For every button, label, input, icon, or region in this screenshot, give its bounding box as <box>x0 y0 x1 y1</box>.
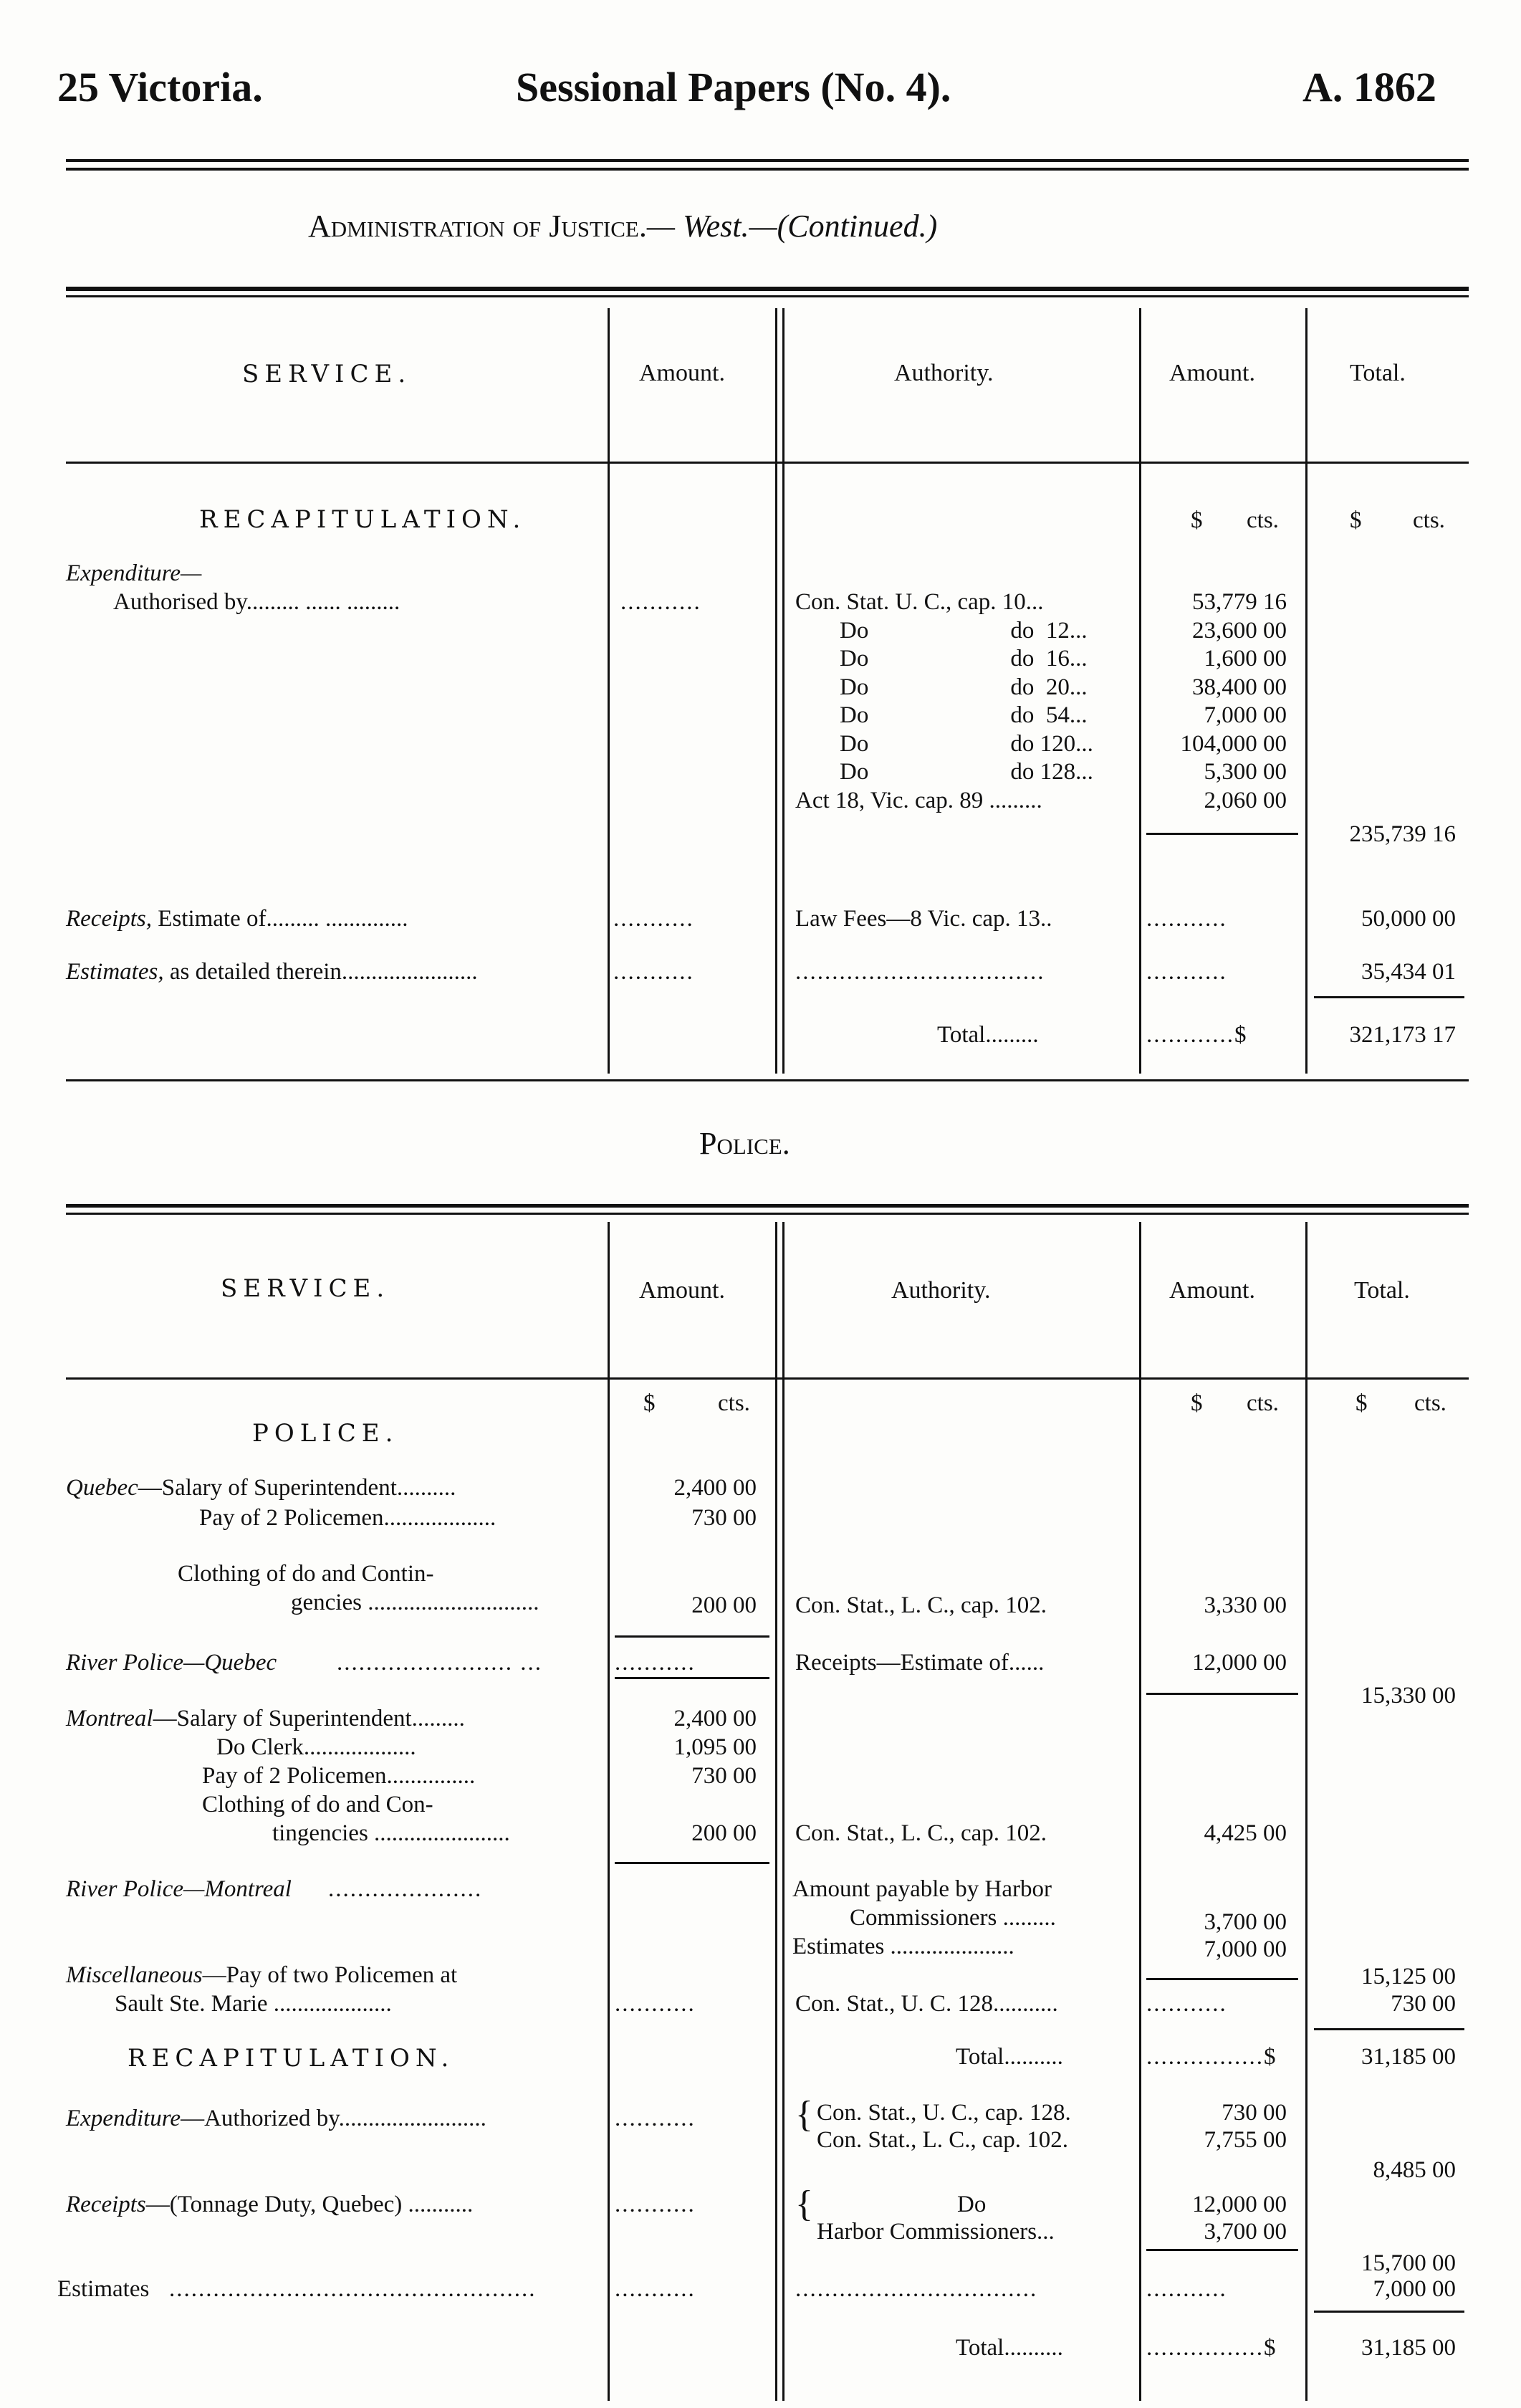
montreal-salary-text: —Salary of Superintendent......... <box>153 1706 465 1731</box>
page-header-center: Sessional Papers (No. 4). <box>516 64 951 110</box>
row-rule <box>1146 2249 1298 2251</box>
authorised-by-text: Authorised by......... ...... ......... <box>113 589 400 615</box>
receipts-row <box>66 906 408 932</box>
grand-total-rule <box>1314 996 1464 998</box>
misc-row <box>66 1962 457 1989</box>
authority-row-amount: 38,400 00 <box>1192 674 1287 700</box>
section2-col-authority: Authority. <box>891 1277 991 1304</box>
quebec-label: Quebec <box>66 1475 138 1501</box>
river-police-montreal-authority-1: Amount payable by Harbor <box>792 1876 1052 1902</box>
police-final-total: 31,185 00 <box>1361 2335 1456 2361</box>
montreal-clothing-text-2: tingencies ....................... <box>272 1820 510 1846</box>
authority-row-amount: 2,060 00 <box>1204 788 1287 813</box>
montreal-clothing-text: Clothing of do and Con- <box>202 1792 433 1817</box>
river-police-montreal-label: River Police—Montreal <box>66 1876 292 1902</box>
row-rule <box>1146 1693 1298 1695</box>
police-final-total-dots: ................$ <box>1146 2335 1277 2361</box>
section2-header-rule <box>66 1377 1469 1380</box>
amount-dots: ........... <box>615 2276 696 2302</box>
header-rule <box>66 159 1469 162</box>
section1-col-amount: Amount. <box>639 360 725 386</box>
section1-col-total: Total. <box>1350 360 1406 386</box>
section1-col-divider <box>775 308 777 1074</box>
police-expenditure-label: Expenditure <box>66 2106 181 2131</box>
section1-title <box>308 208 937 244</box>
police-expenditure-authority-2: Con. Stat., L. C., cap. 102. <box>817 2127 1069 2153</box>
montreal-authority: Con. Stat., L. C., cap. 102. <box>795 1820 1047 1846</box>
police-final-total-label: Total.......... <box>956 2335 1063 2361</box>
section1-title-continued: — West.—(Continued.) <box>646 209 938 244</box>
authority-row-label: Do do 120... <box>840 731 1093 757</box>
police-expenditure-total: 8,485 00 <box>1373 2157 1456 2183</box>
amount-dots: ........... <box>1146 959 1227 985</box>
river-police-quebec-authority: Receipts—Estimate of...... <box>795 1650 1045 1676</box>
cents-unit: cts. <box>718 1390 750 1416</box>
authority-row-amount: 5,300 00 <box>1204 759 1287 785</box>
section1-bottom-rule <box>66 1079 1469 1081</box>
amount-dots: ........... <box>615 1650 696 1676</box>
misc-label: Miscellaneous <box>66 1962 203 1988</box>
quebec-clothing-text-2: gencies ............................. <box>291 1590 539 1615</box>
amount-dots: ........... <box>615 2106 696 2131</box>
section1-col-divider <box>782 308 785 1074</box>
cents-unit: cts. <box>1413 507 1445 533</box>
police-expenditure-authority-1: Con. Stat., U. C., cap. 128. <box>817 2100 1071 2126</box>
section1-col-amount2: Amount. <box>1169 360 1255 386</box>
row-rule <box>615 1635 769 1638</box>
police-receipts-authority-1: Do <box>957 2192 987 2217</box>
amount-dots: ........... <box>1146 2276 1227 2302</box>
police-expenditure-row <box>66 2106 486 2132</box>
police-receipts-text: —(Tonnage Duty, Quebec) ........... <box>145 2192 474 2217</box>
section2-col-service: SERVICE. <box>221 1274 390 1303</box>
section2-col-amount2: Amount. <box>1169 1277 1255 1304</box>
authority-row-label: Con. Stat. U. C., cap. 10... <box>795 589 1044 615</box>
authority-row-label: Act 18, Vic. cap. 89 ......... <box>795 788 1042 813</box>
authority-row-label: Do do 12... <box>840 618 1088 644</box>
police-receipts-row <box>66 2192 473 2218</box>
quebec-total: 15,330 00 <box>1361 1683 1456 1709</box>
dollar-unit: $ <box>1350 507 1362 533</box>
police-receipts-authority-2: Harbor Commissioners... <box>817 2219 1055 2245</box>
harbor-commissioners-amount: 3,700 00 <box>1204 1909 1287 1935</box>
receipts-text: Estimate of......... .............. <box>152 906 408 932</box>
dollar-unit: $ <box>1191 1390 1203 1416</box>
misc-total: 730 00 <box>1391 1991 1456 2017</box>
river-police-montreal-authority-2: Commissioners ......... <box>850 1905 1056 1931</box>
amount-dots: ........... <box>615 2192 696 2217</box>
authority-row-amount: 1,600 00 <box>1204 646 1287 672</box>
brace: { <box>795 2094 813 2135</box>
cents-unit: cts. <box>1414 1390 1446 1416</box>
estimates-row <box>66 959 478 985</box>
amount-dots: ........... <box>615 1991 696 2017</box>
amount-dots: ........... <box>613 906 694 932</box>
authority-dots: .................................. <box>795 959 1045 985</box>
quebec-clothing-amount: 200 00 <box>691 1592 757 1618</box>
dollar-unit: $ <box>1191 507 1203 533</box>
authority-row-label: Do do 16... <box>840 646 1088 672</box>
authority-dots: ................................. <box>795 2276 1038 2302</box>
montreal-salary-amount: 2,400 00 <box>673 1706 757 1731</box>
quebec-authority: Con. Stat., L. C., cap. 102. <box>795 1592 1047 1618</box>
authority-row-amount: 104,000 00 <box>1180 731 1287 757</box>
amount-dots: ........... <box>613 959 694 985</box>
misc-authority: Con. Stat., U. C. 128........... <box>795 1991 1058 2017</box>
authority-row-label: Do do 20... <box>840 674 1088 700</box>
section2-top-rule <box>66 1204 1469 1208</box>
cents-unit: cts. <box>1247 1390 1279 1416</box>
page-header-right: A. 1862 <box>1302 64 1436 110</box>
estimates-total: 35,434 01 <box>1361 959 1456 985</box>
section2-col-amount: Amount. <box>639 1277 725 1304</box>
section1-col-service: SERVICE. <box>242 360 412 388</box>
authority-row-amount: 23,600 00 <box>1192 618 1287 644</box>
subtotal-rule <box>1146 833 1298 835</box>
amount-dots: ........... <box>1146 1991 1227 2017</box>
section1-top-rule-2 <box>66 295 1469 297</box>
section1-col-divider <box>608 308 610 1074</box>
estimates-label: Estimates, <box>66 959 164 985</box>
row-rule <box>615 1862 769 1864</box>
section2-top-rule-2 <box>66 1213 1469 1215</box>
grand-total: 321,173 17 <box>1349 1022 1456 1048</box>
section2-title: Police. <box>699 1126 790 1161</box>
police-recap-heading: RECAPITULATION. <box>128 2044 455 2073</box>
section1-title-main: Administration of Justice. <box>308 209 647 244</box>
police-estimates-dots: .................................................. <box>169 2276 537 2302</box>
section2-col-divider <box>1139 1222 1141 2401</box>
police-total-dots: ................$ <box>1146 2044 1277 2070</box>
river-police-quebec-amount: 12,000 00 <box>1192 1650 1287 1676</box>
quebec-pay-text: Pay of 2 Policemen................... <box>199 1505 496 1531</box>
header-rule-2 <box>66 168 1469 171</box>
expenditure-total: 235,739 16 <box>1349 821 1456 847</box>
police-receipts-label: Receipts <box>66 2192 146 2217</box>
receipts-authority: Law Fees—8 Vic. cap. 13.. <box>795 906 1052 932</box>
estimates-text: as detailed therein....................... <box>163 959 478 985</box>
row-rule <box>1146 1978 1298 1980</box>
section1-top-rule <box>66 287 1469 291</box>
police-receipts-amount-1: 12,000 00 <box>1192 2192 1287 2217</box>
estimates-amount: 7,000 00 <box>1204 1936 1287 1962</box>
river-police-quebec-dots: ........................ ... <box>337 1650 542 1676</box>
police-receipts-amount-2: 3,700 00 <box>1204 2219 1287 2245</box>
montreal-pay-text: Pay of 2 Policemen............... <box>202 1763 476 1789</box>
quebec-pay-amount: 730 00 <box>691 1505 757 1531</box>
expenditure-label: Expenditure— <box>66 560 202 586</box>
police-expenditure-amount-2: 7,755 00 <box>1204 2127 1287 2153</box>
cents-unit: cts. <box>1247 507 1279 533</box>
section2-col-divider <box>608 1222 610 2401</box>
montreal-total: 15,125 00 <box>1361 1964 1456 1989</box>
misc-text: —Pay of two Policemen at <box>202 1962 458 1988</box>
section2-col-divider <box>782 1222 785 2401</box>
section1-header-rule <box>66 462 1469 464</box>
police-estimates-total: 7,000 00 <box>1373 2276 1456 2302</box>
police-receipts-total: 15,700 00 <box>1361 2250 1456 2276</box>
montreal-label: Montreal <box>66 1706 153 1731</box>
river-police-montreal-dots: ..................... <box>328 1876 483 1902</box>
montreal-clerk-amount: 1,095 00 <box>673 1734 757 1760</box>
amount-dots: ........... <box>1146 906 1227 932</box>
police-estimates-label: Estimates <box>57 2276 150 2302</box>
section1-col-authority: Authority. <box>894 360 994 386</box>
montreal-clerk-text: Do Clerk................... <box>216 1734 416 1760</box>
montreal-salary-row <box>66 1706 465 1732</box>
final-total-rule <box>1314 2311 1464 2313</box>
river-police-montreal-authority-3: Estimates ..................... <box>792 1934 1014 1959</box>
total-dots: ............$ <box>1146 1022 1248 1048</box>
authority-row-label: Do do 54... <box>840 702 1088 728</box>
montreal-authority-amount: 4,425 00 <box>1204 1820 1287 1846</box>
authority-row-label: Do do 128... <box>840 759 1093 785</box>
authority-row-amount: 7,000 00 <box>1204 702 1287 728</box>
row-rule <box>615 1677 769 1679</box>
total-label: Total......... <box>937 1022 1039 1048</box>
section2-col-divider <box>1305 1222 1308 2401</box>
montreal-pay-amount: 730 00 <box>691 1763 757 1789</box>
quebec-salary-text: —Salary of Superintendent.......... <box>138 1475 456 1501</box>
river-police-quebec-label: River Police—Quebec <box>66 1650 277 1676</box>
quebec-authority-amount: 3,330 00 <box>1204 1592 1287 1618</box>
amount-dots: ........... <box>620 589 701 615</box>
section1-col-divider <box>1305 308 1308 1074</box>
receipts-total: 50,000 00 <box>1361 906 1456 932</box>
quebec-salary-amount: 2,400 00 <box>673 1475 757 1501</box>
police-heading: POLICE. <box>252 1419 399 1448</box>
montreal-clothing-amount: 200 00 <box>691 1820 757 1846</box>
receipts-label: Receipts, <box>66 906 153 932</box>
brace: { <box>795 2184 813 2225</box>
quebec-salary-row <box>66 1475 456 1501</box>
page-header-left: 25 Victoria. <box>57 64 263 110</box>
authority-row-amount: 53,779 16 <box>1192 589 1287 615</box>
police-expenditure-amount-1: 730 00 <box>1222 2100 1287 2126</box>
quebec-clothing-text: Clothing of do and Contin- <box>178 1561 434 1587</box>
section1-col-divider <box>1139 308 1141 1074</box>
dollar-unit: $ <box>643 1390 656 1416</box>
police-total-label: Total.......... <box>956 2044 1063 2070</box>
section1-recap-heading: RECAPITULATION. <box>199 505 527 534</box>
section2-col-total: Total. <box>1354 1277 1410 1304</box>
misc-text-2: Sault Ste. Marie .................... <box>115 1991 392 2017</box>
police-expenditure-text: —Authorized by......................... <box>181 2106 486 2131</box>
police-subtotal: 31,185 00 <box>1361 2044 1456 2070</box>
subtotal-rule <box>1314 2028 1464 2030</box>
section2-col-divider <box>775 1222 777 2401</box>
dollar-unit: $ <box>1356 1390 1368 1416</box>
